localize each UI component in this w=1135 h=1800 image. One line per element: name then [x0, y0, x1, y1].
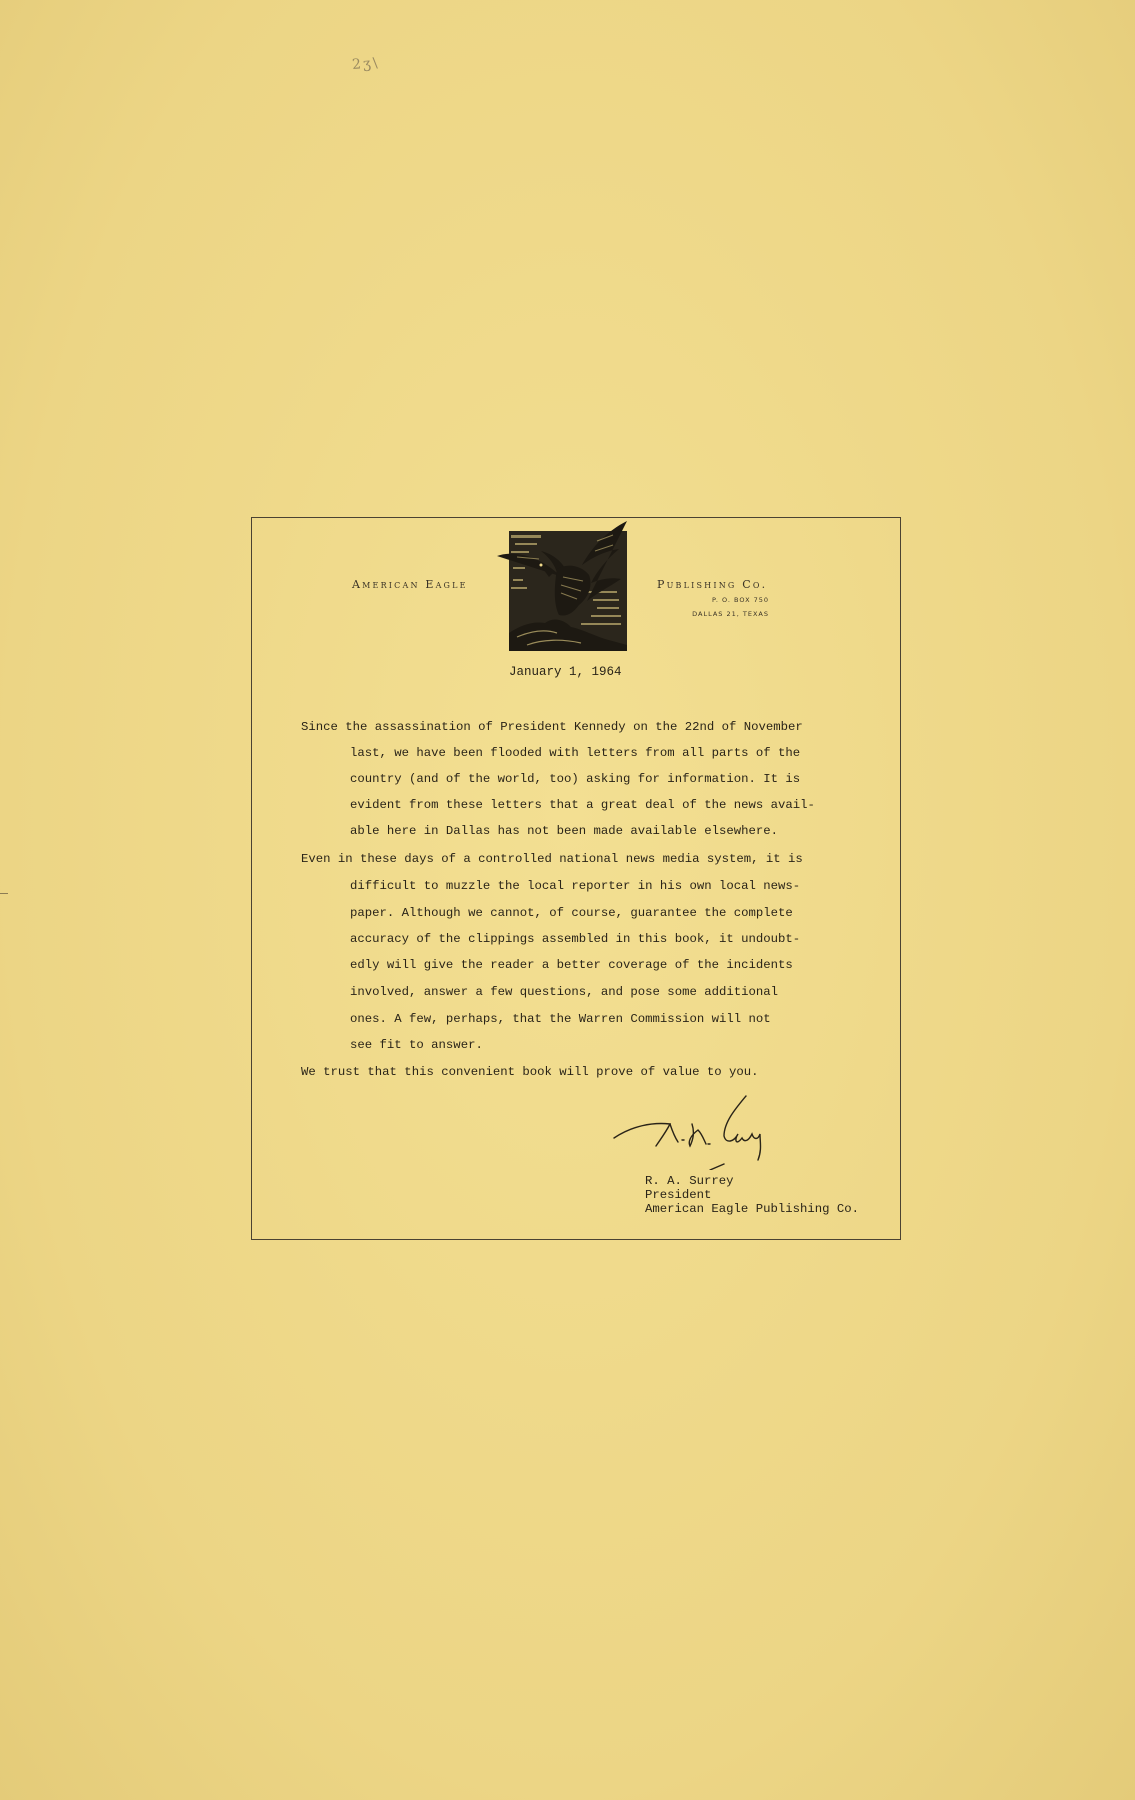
letter-line: evident from these letters that a great deal of the news avail- — [350, 798, 815, 812]
letter-date: January 1, 1964 — [509, 665, 622, 679]
letter-line: difficult to muzzle the local reporter in his own local news- — [350, 879, 801, 893]
eagle-woodcut-icon — [497, 521, 627, 653]
pencil-mark: 2ʒ\ — [351, 55, 381, 73]
letter-line: involved, answer a few questions, and pose some additional — [350, 985, 779, 999]
company-name-left: American Eagle — [352, 578, 468, 591]
handwritten-signature — [612, 1090, 772, 1170]
letter-line: accuracy of the clippings assembled in this book, it undoubt- — [350, 932, 801, 946]
letter-line: We trust that this convenient book will prove of value to you. — [301, 1065, 759, 1079]
letter-line: edly will give the reader a better coverage of the incidents — [350, 958, 793, 972]
letter-line: see fit to answer. — [350, 1038, 483, 1052]
letter-line: ones. A few, perhaps, that the Warren Commission will not — [350, 1012, 771, 1026]
company-name-right: Publishing Co. — [657, 578, 768, 591]
letter-line: Even in these days of a controlled national news media system, it is — [301, 852, 803, 866]
signer-company: American Eagle Publishing Co. — [645, 1202, 860, 1216]
edge-tick-mark — [0, 893, 8, 894]
letter-line: Since the assassination of President Kennedy on the 22nd of November — [301, 720, 803, 734]
address-line-1: P. O. BOX 750 — [712, 596, 769, 604]
letter-line: able here in Dallas has not been made available elsewhere. — [350, 824, 779, 838]
signer-title: President — [645, 1188, 712, 1202]
letter-line: paper. Although we cannot, of course, guarantee the complete — [350, 906, 793, 920]
address-line-2: DALLAS 21, TEXAS — [692, 610, 769, 618]
letter-line: country (and of the world, too) asking for information. It is — [350, 772, 801, 786]
signer-name: R. A. Surrey — [645, 1174, 734, 1188]
letter-line: last, we have been flooded with letters from all parts of the — [350, 746, 801, 760]
letter-frame — [251, 517, 901, 1240]
